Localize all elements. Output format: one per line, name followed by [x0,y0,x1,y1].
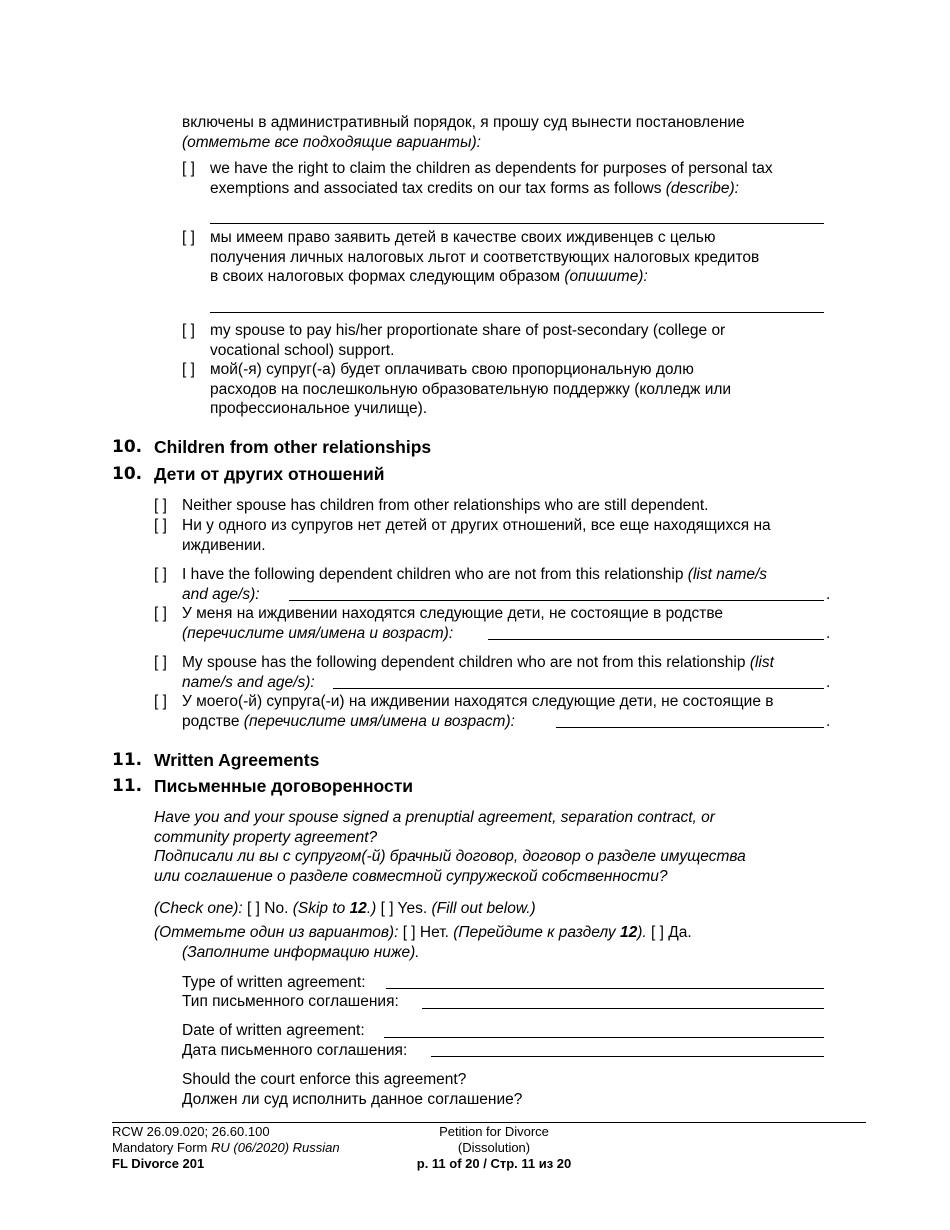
period: . [826,586,831,603]
check-one-ru [154,923,692,943]
sec9-intro-line1: включены в административный порядок, я прошу суд вынести постановление [182,114,745,131]
checkbox-post-secondary-en[interactable]: [ ] [182,322,195,339]
option-hint: (перечислите имя/имена и возраст): [182,624,454,642]
option-text-line2 [210,179,773,199]
instruction: .) [366,900,377,917]
option-text: I have the following dependent children who are not from this relationship [182,566,684,583]
instruction: ). [637,924,647,941]
date-label-ru: Дата письменного соглашения: [182,1042,408,1059]
option-tax-exemption-ru [210,228,759,287]
section-11-title-en: Written Agreements [154,750,320,770]
option-text: иждивении. [182,536,266,554]
footer-form [112,1140,340,1156]
option-spouse-children-en [182,653,774,692]
option-post-secondary-ru [210,360,731,419]
date-label-en: Date of written agreement: [182,1022,365,1039]
option-tax-exemption-en [210,159,773,198]
section-ref: 12 [619,924,638,941]
section-10-title-en: Children from other relationships [154,437,432,457]
option-text: У меня на иждивении находятся следующие дети, не состоящие в родстве [182,605,724,622]
question-text: Должен ли суд исполнить данное соглашение? [182,1090,523,1108]
footer-doc-title: Petition for Divorce [439,1124,549,1139]
type-label-ru: Тип письменного соглашения: [182,993,399,1010]
option-hint: (перечислите имя/имена и возраст): [243,712,515,730]
option-text: профессиональное училище). [210,400,428,417]
spouse-children-ru-field[interactable] [556,727,824,728]
type-label-en: Type of written agreement: [182,974,366,991]
question-text: или соглашение о разделе совместной супружеской собственности? [154,867,668,885]
option-text: У моего(-й) супруга(-и) на иждивении находятся следующие дети, не состоящие в [182,693,774,710]
sec9-intro-line2: (отметьте все подходящие варианты): [182,133,481,151]
question-text: Have you and your spouse signed a prenuptial agreement, separation contract, or [154,809,715,826]
section-ref: 12 [349,900,367,917]
option-spouse-children-ru [182,692,773,731]
checkbox-post-secondary-ru[interactable]: [ ] [182,361,195,378]
footer-form-version: RU (06/2020) Russian [210,1140,340,1155]
option-text: расходов на послешкольную образовательную поддержку (колледж или [210,380,732,398]
question-text: Подписали ли вы с супругом(-й) брачный договор, договор о разделе имущества [154,848,746,865]
type-field-ru[interactable] [422,1008,824,1009]
check-one-en [154,899,536,919]
option-text: получения личных налоговых льгот и соответствующих налоговых кредитов [210,248,760,266]
instruction: (Check one): [154,900,243,917]
date-field-en[interactable] [384,1037,824,1038]
option-no-other-children-en: Neither spouse has children from other relationships who are still dependent. [182,497,709,514]
section-10-number: 10. [112,437,143,457]
option-no-other-children-ru [182,516,771,555]
footer-page-number: p. 11 of 20 / Стр. 11 из 20 [416,1156,572,1171]
checkbox-da[interactable]: [ ] Да. [646,924,692,941]
question-text: community property agreement? [154,828,378,846]
section-10-title-ru: Дети от других отношений [154,464,385,484]
footer-form-id: FL Divorce 201 [112,1156,205,1171]
checkbox-net[interactable]: [ ] Нет. [398,924,454,941]
section-11-number-ru: 11. [112,776,143,796]
my-children-en-field[interactable] [289,600,824,601]
instruction: (Skip to [292,900,350,917]
type-field-en[interactable] [386,988,824,989]
spouse-children-en-field[interactable] [333,688,824,689]
option-text: в своих налоговых формах следующим образом [210,268,561,285]
checkbox-spouse-children-ru[interactable]: [ ] [154,693,167,710]
option-my-children-en [182,565,767,604]
checkbox-my-children-ru[interactable]: [ ] [154,605,167,622]
option-text-line3 [210,267,759,287]
date-field-ru[interactable] [431,1056,824,1057]
section-10-number-ru: 10. [112,464,143,484]
option-text: we have the right to claim the children as dependents for purposes of personal tax [210,160,773,177]
footer-form-label: Mandatory Form [112,1140,211,1155]
describe-line-en[interactable] [210,223,824,224]
option-text: Ни у одного из супругов нет детей от других отношений, все еще находящихся на [182,517,771,534]
option-hint: (опишите): [564,268,648,285]
instruction: (Отметьте один из вариантов): [154,924,399,941]
describe-line-ru[interactable] [210,312,824,313]
footer-center [380,1124,608,1172]
checkbox-no-other-children-ru[interactable]: [ ] [154,517,167,534]
footer-left [112,1124,340,1172]
checkbox-tax-exemption-en[interactable]: [ ] [182,160,195,177]
question-text: Should the court enforce this agreement? [182,1071,467,1088]
option-my-children-ru [182,604,723,643]
option-text: exemptions and associated tax credits on our tax forms as follows [210,179,662,197]
footer-doc-subtitle: (Dissolution) [457,1140,531,1155]
fill-in-instruction-ru: (Заполните информацию ниже). [182,944,420,961]
written-agreement-question [154,808,746,886]
option-hint: (describe): [665,179,739,197]
period: . [826,674,831,691]
period: . [826,625,831,642]
sec9-intro [182,113,745,152]
footer-divider [112,1122,866,1123]
checkbox-spouse-children-en[interactable]: [ ] [154,654,167,671]
option-post-secondary-en [210,321,725,360]
checkbox-my-children-en[interactable]: [ ] [154,566,167,583]
option-text: мой(-я) супруг(-а) будет оплачивать свою пропорциональную долю [210,361,694,378]
section-11-number: 11. [112,750,143,770]
option-hint: (list name/s [687,566,768,583]
option-hint: and age/s): [182,585,260,603]
instruction: (Fill out below.) [431,900,536,917]
option-text: vocational school) support. [210,341,395,359]
option-text: my spouse to pay his/her proportionate share of post-secondary (college or [210,322,726,339]
option-hint: (list [749,654,774,671]
footer-rcw: RCW 26.09.020; 26.60.100 [112,1124,270,1139]
checkbox-yes[interactable]: [ ] Yes. [376,900,432,917]
checkbox-tax-exemption-ru[interactable]: [ ] [182,229,195,246]
option-text: родстве [182,712,240,730]
checkbox-no-other-children-en[interactable]: [ ] [154,497,167,514]
instruction: (Перейдите к разделу [453,924,620,941]
period: . [826,713,831,730]
option-hint: name/s and age/s): [182,673,315,691]
enforce-question [182,1070,522,1109]
option-text: My spouse has the following dependent children who are not from this relationship [182,654,746,671]
my-children-ru-field[interactable] [488,639,824,640]
option-text: мы имеем право заявить детей в качестве своих иждивенцев с целью [210,229,716,246]
section-11-title-ru: Письменные договоренности [154,776,414,796]
checkbox-no[interactable]: [ ] No. [242,900,293,917]
